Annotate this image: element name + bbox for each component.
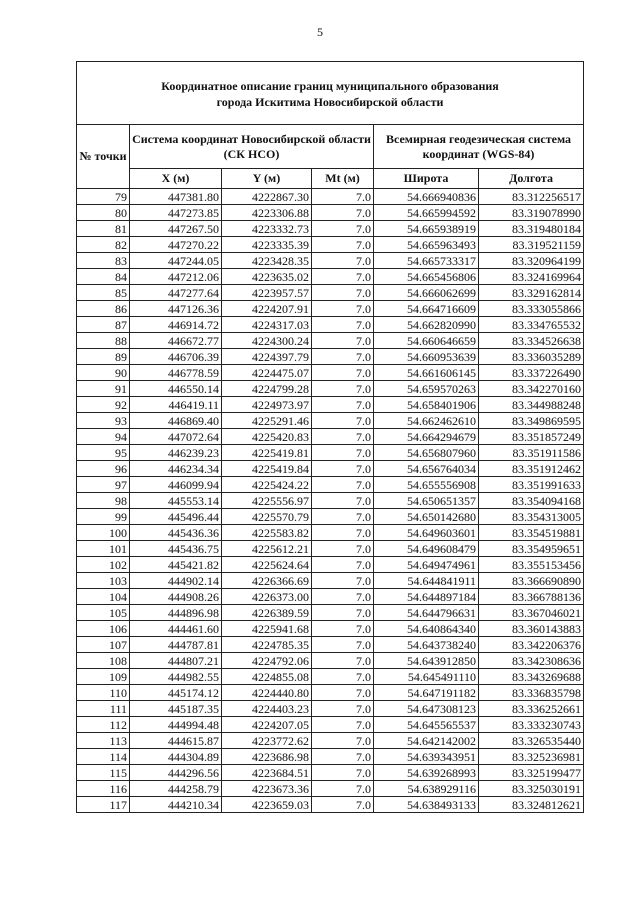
cell-longitude: 83.344988248 bbox=[479, 397, 584, 413]
cell-mt-value: 7.0 bbox=[312, 653, 374, 669]
page-number: 5 bbox=[317, 25, 323, 39]
cell-point-number: 111 bbox=[77, 701, 130, 717]
cell-longitude: 83.342308636 bbox=[479, 653, 584, 669]
cell-latitude: 54.664716609 bbox=[374, 301, 479, 317]
table-row bbox=[77, 781, 584, 797]
cell-y-coord: 4225419.84 bbox=[222, 461, 312, 477]
cell-latitude: 54.650142680 bbox=[374, 509, 479, 525]
table-row bbox=[77, 525, 584, 541]
cell-longitude: 83.354094168 bbox=[479, 493, 584, 509]
cell-x-coord: 444304.89 bbox=[130, 749, 222, 765]
table-row bbox=[77, 605, 584, 621]
cell-latitude: 54.665963493 bbox=[374, 237, 479, 253]
table-row bbox=[77, 621, 584, 637]
cell-point-number: 97 bbox=[77, 477, 130, 493]
cell-y-coord: 4223673.36 bbox=[222, 781, 312, 797]
cell-point-number: 108 bbox=[77, 653, 130, 669]
cell-latitude: 54.665733317 bbox=[374, 253, 479, 269]
cell-mt-value: 7.0 bbox=[312, 205, 374, 221]
cell-x-coord: 444902.14 bbox=[130, 573, 222, 589]
cell-mt-value: 7.0 bbox=[312, 573, 374, 589]
table-row bbox=[77, 765, 584, 781]
cell-point-number: 82 bbox=[77, 237, 130, 253]
table-row bbox=[77, 381, 584, 397]
cell-y-coord: 4223428.35 bbox=[222, 253, 312, 269]
cell-latitude: 54.638929116 bbox=[374, 781, 479, 797]
header-longitude: Долгота bbox=[479, 169, 584, 189]
cell-y-coord: 4223635.02 bbox=[222, 269, 312, 285]
cell-latitude: 54.656807960 bbox=[374, 445, 479, 461]
cell-point-number: 85 bbox=[77, 285, 130, 301]
cell-longitude: 83.334526638 bbox=[479, 333, 584, 349]
cell-x-coord: 445421.82 bbox=[130, 557, 222, 573]
cell-point-number: 100 bbox=[77, 525, 130, 541]
cell-y-coord: 4226389.59 bbox=[222, 605, 312, 621]
cell-x-coord: 446550.14 bbox=[130, 381, 222, 397]
cell-x-coord: 447267.50 bbox=[130, 221, 222, 237]
cell-mt-value: 7.0 bbox=[312, 285, 374, 301]
cell-longitude: 83.367046021 bbox=[479, 605, 584, 621]
table-row bbox=[77, 205, 584, 221]
cell-x-coord: 446239.23 bbox=[130, 445, 222, 461]
cell-point-number: 84 bbox=[77, 269, 130, 285]
cell-mt-value: 7.0 bbox=[312, 365, 374, 381]
cell-point-number: 93 bbox=[77, 413, 130, 429]
cell-mt-value: 7.0 bbox=[312, 669, 374, 685]
table-row bbox=[77, 237, 584, 253]
cell-latitude: 54.660953639 bbox=[374, 349, 479, 365]
cell-point-number: 98 bbox=[77, 493, 130, 509]
cell-longitude: 83.336035289 bbox=[479, 349, 584, 365]
table-row bbox=[77, 733, 584, 749]
cell-latitude: 54.644897184 bbox=[374, 589, 479, 605]
cell-longitude: 83.366690890 bbox=[479, 573, 584, 589]
cell-latitude: 54.644841911 bbox=[374, 573, 479, 589]
table-row bbox=[77, 317, 584, 333]
cell-x-coord: 446706.39 bbox=[130, 349, 222, 365]
cell-x-coord: 444807.21 bbox=[130, 653, 222, 669]
cell-latitude: 54.643912850 bbox=[374, 653, 479, 669]
cell-y-coord: 4223306.88 bbox=[222, 205, 312, 221]
header-mt: Mt (м) bbox=[312, 169, 374, 189]
cell-y-coord: 4223332.73 bbox=[222, 221, 312, 237]
cell-x-coord: 447072.64 bbox=[130, 429, 222, 445]
cell-mt-value: 7.0 bbox=[312, 333, 374, 349]
cell-x-coord: 446672.77 bbox=[130, 333, 222, 349]
cell-y-coord: 4225570.79 bbox=[222, 509, 312, 525]
cell-mt-value: 7.0 bbox=[312, 445, 374, 461]
cell-y-coord: 4224799.28 bbox=[222, 381, 312, 397]
table-row bbox=[77, 541, 584, 557]
cell-y-coord: 4223957.57 bbox=[222, 285, 312, 301]
cell-latitude: 54.639343951 bbox=[374, 749, 479, 765]
cell-latitude: 54.660646659 bbox=[374, 333, 479, 349]
table-row bbox=[77, 557, 584, 573]
cell-point-number: 96 bbox=[77, 461, 130, 477]
coordinates-table bbox=[76, 61, 584, 813]
cell-point-number: 92 bbox=[77, 397, 130, 413]
cell-longitude: 83.325030191 bbox=[479, 781, 584, 797]
table-row bbox=[77, 461, 584, 477]
cell-longitude: 83.337226490 bbox=[479, 365, 584, 381]
cell-point-number: 110 bbox=[77, 685, 130, 701]
cell-latitude: 54.645491110 bbox=[374, 669, 479, 685]
cell-longitude: 83.324812621 bbox=[479, 797, 584, 813]
cell-latitude: 54.659570263 bbox=[374, 381, 479, 397]
table-row bbox=[77, 637, 584, 653]
cell-latitude: 54.649608479 bbox=[374, 541, 479, 557]
cell-point-number: 101 bbox=[77, 541, 130, 557]
cell-y-coord: 4225291.46 bbox=[222, 413, 312, 429]
cell-point-number: 79 bbox=[77, 189, 130, 205]
cell-longitude: 83.333230743 bbox=[479, 717, 584, 733]
cell-latitude: 54.639268993 bbox=[374, 765, 479, 781]
table-row bbox=[77, 477, 584, 493]
cell-mt-value: 7.0 bbox=[312, 237, 374, 253]
cell-point-number: 89 bbox=[77, 349, 130, 365]
cell-point-number: 116 bbox=[77, 781, 130, 797]
cell-mt-value: 7.0 bbox=[312, 413, 374, 429]
cell-x-coord: 444461.60 bbox=[130, 621, 222, 637]
cell-x-coord: 447381.80 bbox=[130, 189, 222, 205]
cell-longitude: 83.333055866 bbox=[479, 301, 584, 317]
table-row bbox=[77, 573, 584, 589]
cell-y-coord: 4225424.22 bbox=[222, 477, 312, 493]
cell-x-coord: 447277.64 bbox=[130, 285, 222, 301]
cell-y-coord: 4224317.03 bbox=[222, 317, 312, 333]
cell-longitude: 83.354313005 bbox=[479, 509, 584, 525]
cell-mt-value: 7.0 bbox=[312, 525, 374, 541]
cell-longitude: 83.329162814 bbox=[479, 285, 584, 301]
cell-mt-value: 7.0 bbox=[312, 605, 374, 621]
cell-mt-value: 7.0 bbox=[312, 717, 374, 733]
cell-x-coord: 445496.44 bbox=[130, 509, 222, 525]
cell-mt-value: 7.0 bbox=[312, 461, 374, 477]
table-title-line1: Координатное описание границ муниципального образования bbox=[161, 79, 499, 93]
cell-longitude: 83.320964199 bbox=[479, 253, 584, 269]
cell-mt-value: 7.0 bbox=[312, 397, 374, 413]
cell-point-number: 109 bbox=[77, 669, 130, 685]
cell-x-coord: 444787.81 bbox=[130, 637, 222, 653]
cell-y-coord: 4222867.30 bbox=[222, 189, 312, 205]
cell-longitude: 83.326535440 bbox=[479, 733, 584, 749]
cell-point-number: 94 bbox=[77, 429, 130, 445]
cell-y-coord: 4223772.62 bbox=[222, 733, 312, 749]
cell-y-coord: 4225624.64 bbox=[222, 557, 312, 573]
cell-point-number: 88 bbox=[77, 333, 130, 349]
cell-y-coord: 4226366.69 bbox=[222, 573, 312, 589]
cell-y-coord: 4224973.97 bbox=[222, 397, 312, 413]
table-row bbox=[77, 189, 584, 205]
cell-x-coord: 444258.79 bbox=[130, 781, 222, 797]
cell-longitude: 83.319521159 bbox=[479, 237, 584, 253]
table-row bbox=[77, 509, 584, 525]
cell-longitude: 83.319480184 bbox=[479, 221, 584, 237]
cell-point-number: 114 bbox=[77, 749, 130, 765]
header-latitude: Широта bbox=[374, 169, 479, 189]
cell-mt-value: 7.0 bbox=[312, 557, 374, 573]
cell-y-coord: 4225556.97 bbox=[222, 493, 312, 509]
cell-y-coord: 4224207.05 bbox=[222, 717, 312, 733]
cell-mt-value: 7.0 bbox=[312, 685, 374, 701]
cell-latitude: 54.662820990 bbox=[374, 317, 479, 333]
cell-x-coord: 445436.36 bbox=[130, 525, 222, 541]
cell-longitude: 83.354519881 bbox=[479, 525, 584, 541]
cell-x-coord: 444615.87 bbox=[130, 733, 222, 749]
cell-mt-value: 7.0 bbox=[312, 749, 374, 765]
cell-x-coord: 445174.12 bbox=[130, 685, 222, 701]
cell-point-number: 113 bbox=[77, 733, 130, 749]
table-row bbox=[77, 301, 584, 317]
cell-point-number: 80 bbox=[77, 205, 130, 221]
cell-point-number: 87 bbox=[77, 317, 130, 333]
cell-latitude: 54.642142002 bbox=[374, 733, 479, 749]
table-title-line2: города Искитима Новосибирской области bbox=[216, 95, 444, 109]
header-x: X (м) bbox=[130, 169, 222, 189]
header-y: Y (м) bbox=[222, 169, 312, 189]
cell-longitude: 83.319078990 bbox=[479, 205, 584, 221]
table-row bbox=[77, 445, 584, 461]
cell-mt-value: 7.0 bbox=[312, 733, 374, 749]
cell-longitude: 83.342270160 bbox=[479, 381, 584, 397]
cell-latitude: 54.649474961 bbox=[374, 557, 479, 573]
table-row bbox=[77, 221, 584, 237]
cell-longitude: 83.349869595 bbox=[479, 413, 584, 429]
table-row bbox=[77, 685, 584, 701]
cell-mt-value: 7.0 bbox=[312, 317, 374, 333]
cell-longitude: 83.354959651 bbox=[479, 541, 584, 557]
cell-mt-value: 7.0 bbox=[312, 637, 374, 653]
cell-y-coord: 4224785.35 bbox=[222, 637, 312, 653]
cell-y-coord: 4224403.23 bbox=[222, 701, 312, 717]
cell-point-number: 115 bbox=[77, 765, 130, 781]
cell-y-coord: 4223335.39 bbox=[222, 237, 312, 253]
cell-point-number: 99 bbox=[77, 509, 130, 525]
cell-y-coord: 4224397.79 bbox=[222, 349, 312, 365]
cell-latitude: 54.638493133 bbox=[374, 797, 479, 813]
cell-point-number: 112 bbox=[77, 717, 130, 733]
cell-longitude: 83.312256517 bbox=[479, 189, 584, 205]
table-row bbox=[77, 797, 584, 813]
cell-latitude: 54.650651357 bbox=[374, 493, 479, 509]
table-row bbox=[77, 253, 584, 269]
cell-point-number: 104 bbox=[77, 589, 130, 605]
table-row bbox=[77, 493, 584, 509]
cell-x-coord: 444994.48 bbox=[130, 717, 222, 733]
cell-y-coord: 4223684.51 bbox=[222, 765, 312, 781]
cell-point-number: 91 bbox=[77, 381, 130, 397]
cell-x-coord: 446869.40 bbox=[130, 413, 222, 429]
cell-x-coord: 444908.26 bbox=[130, 589, 222, 605]
cell-y-coord: 4225941.68 bbox=[222, 621, 312, 637]
table-row bbox=[77, 717, 584, 733]
cell-point-number: 106 bbox=[77, 621, 130, 637]
cell-point-number: 95 bbox=[77, 445, 130, 461]
cell-latitude: 54.666940836 bbox=[374, 189, 479, 205]
cell-x-coord: 444210.34 bbox=[130, 797, 222, 813]
table-row bbox=[77, 589, 584, 605]
cell-latitude: 54.655556908 bbox=[374, 477, 479, 493]
cell-point-number: 81 bbox=[77, 221, 130, 237]
cell-x-coord: 447270.22 bbox=[130, 237, 222, 253]
cell-mt-value: 7.0 bbox=[312, 221, 374, 237]
cell-mt-value: 7.0 bbox=[312, 765, 374, 781]
cell-y-coord: 4224855.08 bbox=[222, 669, 312, 685]
header-group-nso: Система координат Новосибирской области (СК НСО) bbox=[130, 125, 374, 169]
cell-mt-value: 7.0 bbox=[312, 781, 374, 797]
table-row bbox=[77, 349, 584, 365]
table-row bbox=[77, 701, 584, 717]
table-body bbox=[77, 189, 584, 813]
cell-latitude: 54.643738240 bbox=[374, 637, 479, 653]
cell-y-coord: 4223686.98 bbox=[222, 749, 312, 765]
cell-longitude: 83.366788136 bbox=[479, 589, 584, 605]
cell-x-coord: 447273.85 bbox=[130, 205, 222, 221]
cell-latitude: 54.665994592 bbox=[374, 205, 479, 221]
table-row bbox=[77, 365, 584, 381]
cell-mt-value: 7.0 bbox=[312, 253, 374, 269]
cell-point-number: 117 bbox=[77, 797, 130, 813]
cell-y-coord: 4224440.80 bbox=[222, 685, 312, 701]
cell-x-coord: 445553.14 bbox=[130, 493, 222, 509]
cell-latitude: 54.661606145 bbox=[374, 365, 479, 381]
cell-y-coord: 4224300.24 bbox=[222, 333, 312, 349]
cell-longitude: 83.351912462 bbox=[479, 461, 584, 477]
cell-longitude: 83.351911586 bbox=[479, 445, 584, 461]
cell-x-coord: 444982.55 bbox=[130, 669, 222, 685]
cell-mt-value: 7.0 bbox=[312, 541, 374, 557]
cell-mt-value: 7.0 bbox=[312, 701, 374, 717]
cell-point-number: 102 bbox=[77, 557, 130, 573]
cell-y-coord: 4224475.07 bbox=[222, 365, 312, 381]
cell-mt-value: 7.0 bbox=[312, 429, 374, 445]
cell-longitude: 83.343269688 bbox=[479, 669, 584, 685]
cell-y-coord: 4224207.91 bbox=[222, 301, 312, 317]
cell-x-coord: 444296.56 bbox=[130, 765, 222, 781]
table-row bbox=[77, 653, 584, 669]
cell-point-number: 105 bbox=[77, 605, 130, 621]
cell-x-coord: 446099.94 bbox=[130, 477, 222, 493]
cell-mt-value: 7.0 bbox=[312, 301, 374, 317]
cell-mt-value: 7.0 bbox=[312, 589, 374, 605]
table-row bbox=[77, 397, 584, 413]
cell-y-coord: 4225583.82 bbox=[222, 525, 312, 541]
table-row bbox=[77, 429, 584, 445]
cell-x-coord: 446778.59 bbox=[130, 365, 222, 381]
cell-latitude: 54.664294679 bbox=[374, 429, 479, 445]
cell-mt-value: 7.0 bbox=[312, 493, 374, 509]
cell-latitude: 54.645565537 bbox=[374, 717, 479, 733]
cell-x-coord: 446234.34 bbox=[130, 461, 222, 477]
cell-x-coord: 446419.11 bbox=[130, 397, 222, 413]
cell-x-coord: 445187.35 bbox=[130, 701, 222, 717]
cell-longitude: 83.336252661 bbox=[479, 701, 584, 717]
cell-mt-value: 7.0 bbox=[312, 477, 374, 493]
cell-longitude: 83.355153456 bbox=[479, 557, 584, 573]
cell-longitude: 83.325199477 bbox=[479, 765, 584, 781]
cell-latitude: 54.640864340 bbox=[374, 621, 479, 637]
cell-latitude: 54.644796631 bbox=[374, 605, 479, 621]
cell-x-coord: 444896.98 bbox=[130, 605, 222, 621]
cell-mt-value: 7.0 bbox=[312, 381, 374, 397]
cell-y-coord: 4223659.03 bbox=[222, 797, 312, 813]
cell-longitude: 83.325236981 bbox=[479, 749, 584, 765]
cell-latitude: 54.647191182 bbox=[374, 685, 479, 701]
cell-mt-value: 7.0 bbox=[312, 189, 374, 205]
cell-longitude: 83.351991633 bbox=[479, 477, 584, 493]
cell-x-coord: 445436.75 bbox=[130, 541, 222, 557]
cell-longitude: 83.324169964 bbox=[479, 269, 584, 285]
cell-longitude: 83.360143883 bbox=[479, 621, 584, 637]
cell-longitude: 83.334765532 bbox=[479, 317, 584, 333]
cell-y-coord: 4225419.81 bbox=[222, 445, 312, 461]
cell-y-coord: 4225420.83 bbox=[222, 429, 312, 445]
cell-mt-value: 7.0 bbox=[312, 509, 374, 525]
cell-latitude: 54.662462610 bbox=[374, 413, 479, 429]
cell-y-coord: 4225612.21 bbox=[222, 541, 312, 557]
cell-point-number: 107 bbox=[77, 637, 130, 653]
cell-x-coord: 447244.05 bbox=[130, 253, 222, 269]
cell-latitude: 54.656764034 bbox=[374, 461, 479, 477]
table-row bbox=[77, 669, 584, 685]
cell-longitude: 83.351857249 bbox=[479, 429, 584, 445]
cell-y-coord: 4224792.06 bbox=[222, 653, 312, 669]
table-title bbox=[77, 62, 584, 125]
cell-mt-value: 7.0 bbox=[312, 797, 374, 813]
table-row bbox=[77, 749, 584, 765]
cell-longitude: 83.342206376 bbox=[479, 637, 584, 653]
cell-point-number: 83 bbox=[77, 253, 130, 269]
cell-point-number: 103 bbox=[77, 573, 130, 589]
cell-mt-value: 7.0 bbox=[312, 621, 374, 637]
cell-x-coord: 447212.06 bbox=[130, 269, 222, 285]
table-row bbox=[77, 285, 584, 301]
cell-latitude: 54.658401906 bbox=[374, 397, 479, 413]
cell-longitude: 83.336835798 bbox=[479, 685, 584, 701]
cell-latitude: 54.649603601 bbox=[374, 525, 479, 541]
cell-x-coord: 446914.72 bbox=[130, 317, 222, 333]
cell-latitude: 54.647308123 bbox=[374, 701, 479, 717]
cell-latitude: 54.666062699 bbox=[374, 285, 479, 301]
cell-mt-value: 7.0 bbox=[312, 269, 374, 285]
cell-latitude: 54.665938919 bbox=[374, 221, 479, 237]
cell-point-number: 86 bbox=[77, 301, 130, 317]
cell-latitude: 54.665456806 bbox=[374, 269, 479, 285]
header-group-wgs: Всемирная геодезическая система координат (WGS-84) bbox=[374, 125, 584, 169]
cell-y-coord: 4226373.00 bbox=[222, 589, 312, 605]
cell-x-coord: 447126.36 bbox=[130, 301, 222, 317]
header-point-number: № точки bbox=[77, 125, 130, 189]
cell-point-number: 90 bbox=[77, 365, 130, 381]
table-row bbox=[77, 333, 584, 349]
table-row bbox=[77, 269, 584, 285]
cell-mt-value: 7.0 bbox=[312, 349, 374, 365]
table-row bbox=[77, 413, 584, 429]
